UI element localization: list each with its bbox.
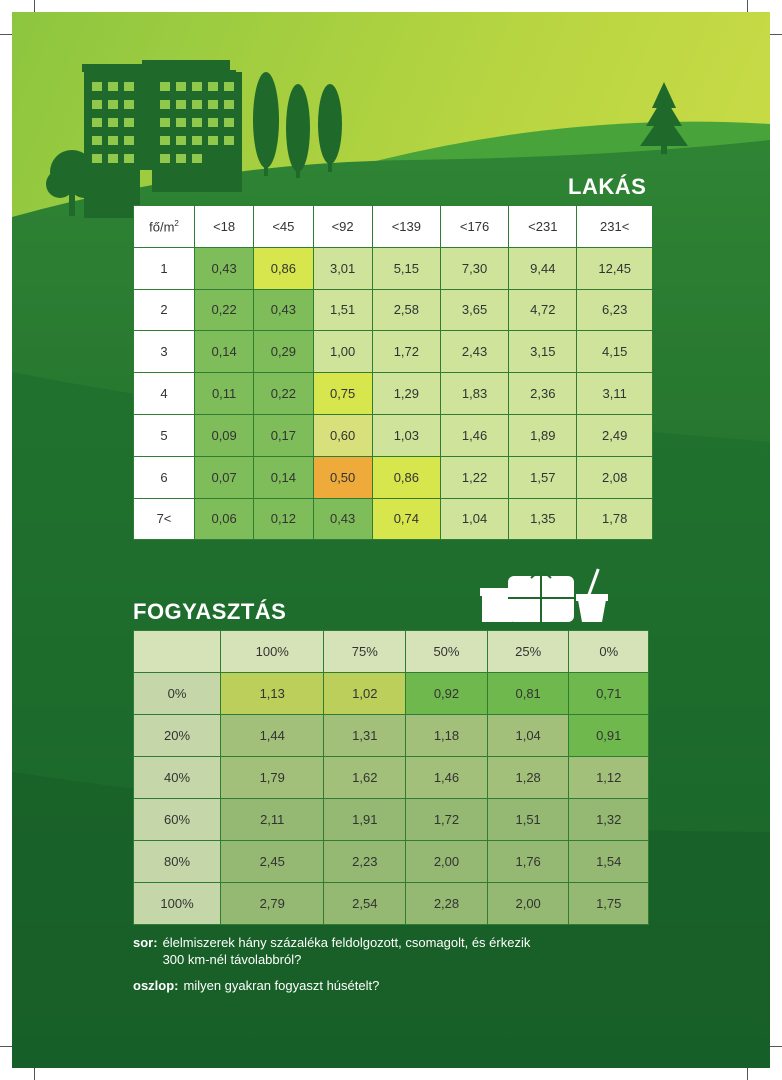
table-cell: 1,51 bbox=[313, 289, 372, 331]
table-cell: 1,04 bbox=[487, 715, 569, 757]
table-cell: 0,17 bbox=[254, 414, 313, 456]
table-cell: 1,31 bbox=[324, 715, 406, 757]
row-header: 80% bbox=[134, 841, 221, 883]
table-cell: 2,23 bbox=[324, 841, 406, 883]
table-corner-cell bbox=[134, 631, 221, 673]
column-header: 0% bbox=[569, 631, 649, 673]
legend bbox=[133, 934, 530, 994]
table-cell: 0,06 bbox=[195, 498, 254, 540]
table-cell: 1,79 bbox=[221, 757, 324, 799]
table-header-row bbox=[134, 206, 653, 248]
legend-row-sor bbox=[133, 934, 530, 968]
table-cell: 0,74 bbox=[372, 498, 440, 540]
table-cell: 5,15 bbox=[372, 247, 440, 289]
table-cell: 4,72 bbox=[509, 289, 577, 331]
column-header: <92 bbox=[313, 206, 372, 248]
poster-page bbox=[12, 12, 770, 1068]
table-cell: 2,08 bbox=[577, 456, 653, 498]
table-cell: 1,22 bbox=[440, 456, 508, 498]
table-cell: 2,79 bbox=[221, 883, 324, 925]
table-cell: 1,02 bbox=[324, 673, 406, 715]
table-cell: 1,72 bbox=[372, 331, 440, 373]
table-cell: 2,36 bbox=[509, 373, 577, 415]
table-cell: 9,44 bbox=[509, 247, 577, 289]
table-cell: 0,43 bbox=[313, 498, 372, 540]
table-cell: 1,51 bbox=[487, 799, 569, 841]
row-header: 0% bbox=[134, 673, 221, 715]
table-cell: 1,46 bbox=[440, 414, 508, 456]
column-header: <45 bbox=[254, 206, 313, 248]
table-cell: 2,43 bbox=[440, 331, 508, 373]
table-cell: 1,04 bbox=[440, 498, 508, 540]
table-cell: 1,44 bbox=[221, 715, 324, 757]
table-cell: 1,18 bbox=[406, 715, 488, 757]
row-header: 6 bbox=[134, 456, 195, 498]
table-cell: 2,49 bbox=[577, 414, 653, 456]
table-header-row bbox=[134, 631, 649, 673]
row-header: 3 bbox=[134, 331, 195, 373]
table-corner-cell: $fő/m^2$ bbox=[134, 206, 195, 248]
table-row bbox=[134, 498, 653, 540]
table-row bbox=[134, 456, 653, 498]
legend-key-oszlop: oszlop: bbox=[133, 978, 179, 993]
legend-key-sor: sor: bbox=[133, 935, 158, 950]
table-cell: 0,07 bbox=[195, 456, 254, 498]
table-cell: 0,71 bbox=[569, 673, 649, 715]
table-cell: 1,46 bbox=[406, 757, 488, 799]
table-cell: 0,14 bbox=[195, 331, 254, 373]
table-cell: 1,03 bbox=[372, 414, 440, 456]
column-header: <231 bbox=[509, 206, 577, 248]
table-row bbox=[134, 331, 653, 373]
table-cell: 1,78 bbox=[577, 498, 653, 540]
table-cell: 0,11 bbox=[195, 373, 254, 415]
table-cell: 1,35 bbox=[509, 498, 577, 540]
row-header: 2 bbox=[134, 289, 195, 331]
table-cell: 0,92 bbox=[406, 673, 488, 715]
table-row bbox=[134, 757, 649, 799]
row-header: 100% bbox=[134, 883, 221, 925]
table-cell: 0,09 bbox=[195, 414, 254, 456]
table-row bbox=[134, 841, 649, 883]
table-cell: 1,57 bbox=[509, 456, 577, 498]
table-cell: 0,22 bbox=[254, 373, 313, 415]
fogyasztas-table bbox=[133, 630, 649, 925]
table-cell: 0,22 bbox=[195, 289, 254, 331]
table-cell: 0,86 bbox=[254, 247, 313, 289]
table-cell: 0,60 bbox=[313, 414, 372, 456]
table-row bbox=[134, 289, 653, 331]
row-header: 20% bbox=[134, 715, 221, 757]
table-cell: 2,11 bbox=[221, 799, 324, 841]
table-row bbox=[134, 715, 649, 757]
table-cell: 6,23 bbox=[577, 289, 653, 331]
table-cell: 0,75 bbox=[313, 373, 372, 415]
table-cell: 1,62 bbox=[324, 757, 406, 799]
column-header: <18 bbox=[195, 206, 254, 248]
table-cell: 1,76 bbox=[487, 841, 569, 883]
table-cell: 1,72 bbox=[406, 799, 488, 841]
table-cell: 1,00 bbox=[313, 331, 372, 373]
column-header: <139 bbox=[372, 206, 440, 248]
table-row bbox=[134, 673, 649, 715]
table-cell: 0,91 bbox=[569, 715, 649, 757]
row-header: 60% bbox=[134, 799, 221, 841]
table-cell: 1,29 bbox=[372, 373, 440, 415]
table-cell: 1,75 bbox=[569, 883, 649, 925]
table-row bbox=[134, 373, 653, 415]
table-cell: 1,28 bbox=[487, 757, 569, 799]
table-row bbox=[134, 883, 649, 925]
table-cell: 4,15 bbox=[577, 331, 653, 373]
column-header: 100% bbox=[221, 631, 324, 673]
column-header: 50% bbox=[406, 631, 488, 673]
row-header: 40% bbox=[134, 757, 221, 799]
row-header: 5 bbox=[134, 414, 195, 456]
table-cell: 0,29 bbox=[254, 331, 313, 373]
table-cell: 0,86 bbox=[372, 456, 440, 498]
column-header: 25% bbox=[487, 631, 569, 673]
legend-text-sor: élelmiszerek hány százaléka feldolgozott, csomagolt, és érkezik 300 km-nél távolabbról? bbox=[162, 935, 531, 967]
table-cell: 0,43 bbox=[195, 247, 254, 289]
table-row bbox=[134, 247, 653, 289]
table-cell: 1,12 bbox=[569, 757, 649, 799]
table-cell: 3,65 bbox=[440, 289, 508, 331]
table-cell: 2,00 bbox=[406, 841, 488, 883]
row-header: 1 bbox=[134, 247, 195, 289]
table-row bbox=[134, 414, 653, 456]
table-cell: 1,32 bbox=[569, 799, 649, 841]
cypress-tree-icon bbox=[253, 72, 342, 178]
table-cell: 3,15 bbox=[509, 331, 577, 373]
table-cell: 0,14 bbox=[254, 456, 313, 498]
table-cell: 0,43 bbox=[254, 289, 313, 331]
lakas-title: LAKÁS bbox=[568, 174, 647, 199]
table-cell: 2,54 bbox=[324, 883, 406, 925]
table-cell: 0,12 bbox=[254, 498, 313, 540]
table-cell: 1,89 bbox=[509, 414, 577, 456]
table-cell: 1,83 bbox=[440, 373, 508, 415]
column-header: 75% bbox=[324, 631, 406, 673]
table-cell: 2,28 bbox=[406, 883, 488, 925]
table-row bbox=[134, 799, 649, 841]
table-cell: 0,50 bbox=[313, 456, 372, 498]
column-header: 231< bbox=[577, 206, 653, 248]
table-cell: 1,13 bbox=[221, 673, 324, 715]
table-cell: 12,45 bbox=[577, 247, 653, 289]
table-cell: 1,54 bbox=[569, 841, 649, 883]
table-cell: 7,30 bbox=[440, 247, 508, 289]
table-cell: 3,11 bbox=[577, 373, 653, 415]
column-header: <176 bbox=[440, 206, 508, 248]
table-cell: 2,00 bbox=[487, 883, 569, 925]
legend-text-oszlop: milyen gyakran fogyaszt húsételt? bbox=[183, 978, 380, 993]
table-cell: 1,91 bbox=[324, 799, 406, 841]
lakas-table bbox=[133, 205, 653, 540]
table-cell: 2,45 bbox=[221, 841, 324, 883]
table-cell: 0,81 bbox=[487, 673, 569, 715]
table-cell: 2,58 bbox=[372, 289, 440, 331]
legend-row-oszlop bbox=[133, 977, 530, 994]
fogyasztas-title: FOGYASZTÁS bbox=[133, 599, 287, 624]
row-header: 4 bbox=[134, 373, 195, 415]
row-header: 7< bbox=[134, 498, 195, 540]
table-cell: 3,01 bbox=[313, 247, 372, 289]
